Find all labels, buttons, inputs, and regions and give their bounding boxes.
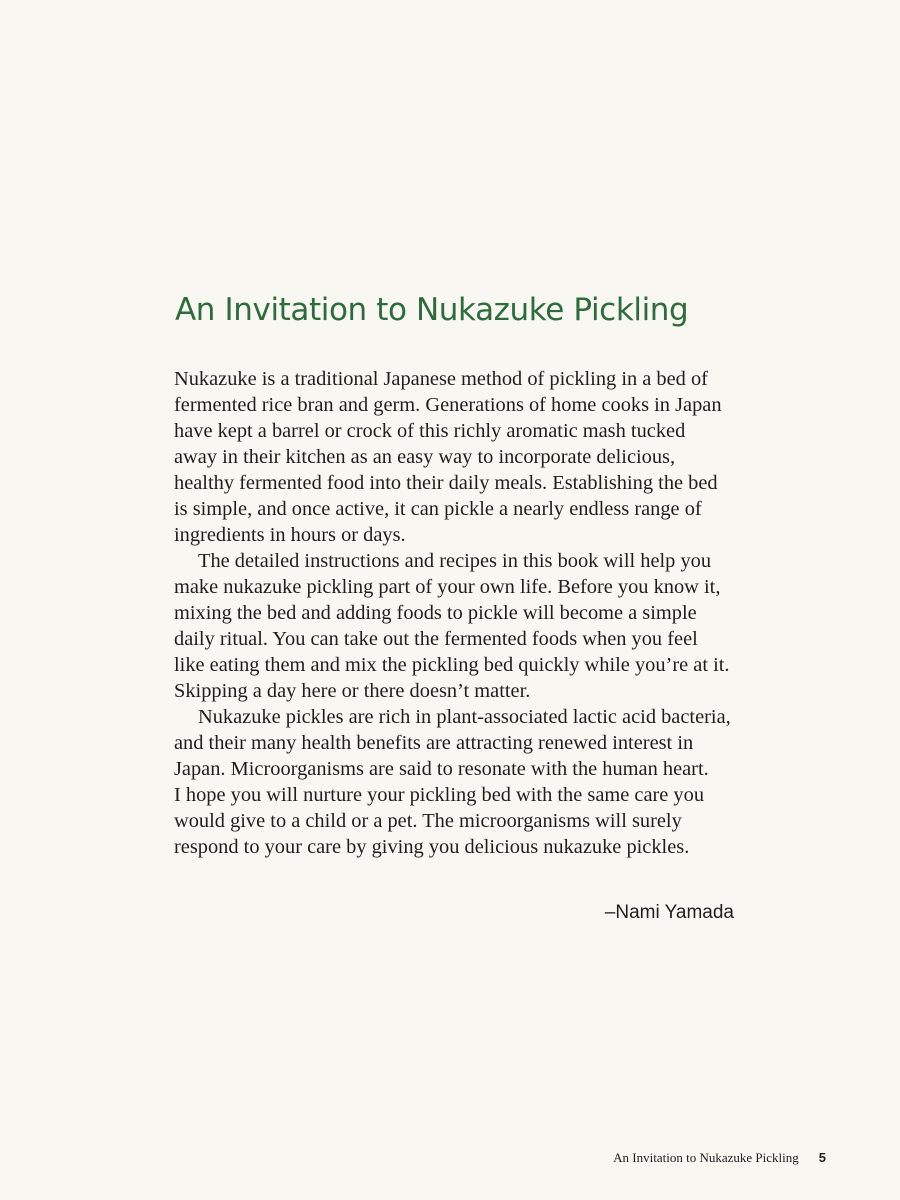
text-line: would give to a child or a pet. The microorganisms will surely [174,810,682,832]
paragraph-1 [174,366,754,548]
text-line: make nukazuke pickling part of your own life. Before you know it, [174,576,721,598]
author-signature: –Nami Yamada [604,902,734,923]
text-line: I hope you will nurture your pickling bed with the same care you [174,784,705,806]
text-line: and their many health benefits are attracting renewed interest in [174,732,694,754]
text-line: healthy fermented food into their daily meals. Establishing the bed [174,472,718,494]
text-line: have kept a barrel or crock of this richly aromatic mash tucked [174,420,686,442]
paragraph-3 [174,704,754,860]
page-title: An Invitation to Nukazuke Pickling [175,292,689,328]
text-line: Skipping a day here or there doesn’t matter. [174,680,531,702]
text-line: away in their kitchen as an easy way to incorporate delicious, [174,446,676,468]
text-line: Nukazuke pickles are rich in plant-associated lactic acid bacteria, [198,706,731,728]
page-footer [613,1150,826,1166]
text-line: Japan. Microorganisms are said to resonate with the human heart. [174,758,709,780]
text-line: The detailed instructions and recipes in this book will help you [198,550,712,572]
text-line: respond to your care by giving you delicious nukazuke pickles. [174,836,690,858]
body-text [174,366,754,860]
text-line: fermented rice bran and germ. Generations of home cooks in Japan [174,394,722,416]
text-line: daily ritual. You can take out the fermented foods when you feel [174,628,698,650]
text-line: is simple, and once active, it can pickle a nearly endless range of [174,498,702,520]
text-line: mixing the bed and adding foods to pickle will become a simple [174,602,697,624]
paragraph-2 [174,548,754,704]
text-line: like eating them and mix the pickling bed quickly while you’re at it. [174,654,730,676]
text-line: Nukazuke is a traditional Japanese method of pickling in a bed of [174,368,708,390]
text-line: ingredients in hours or days. [174,524,406,546]
running-title: An Invitation to Nukazuke Pickling [613,1150,799,1165]
page-number: 5 [818,1150,826,1165]
